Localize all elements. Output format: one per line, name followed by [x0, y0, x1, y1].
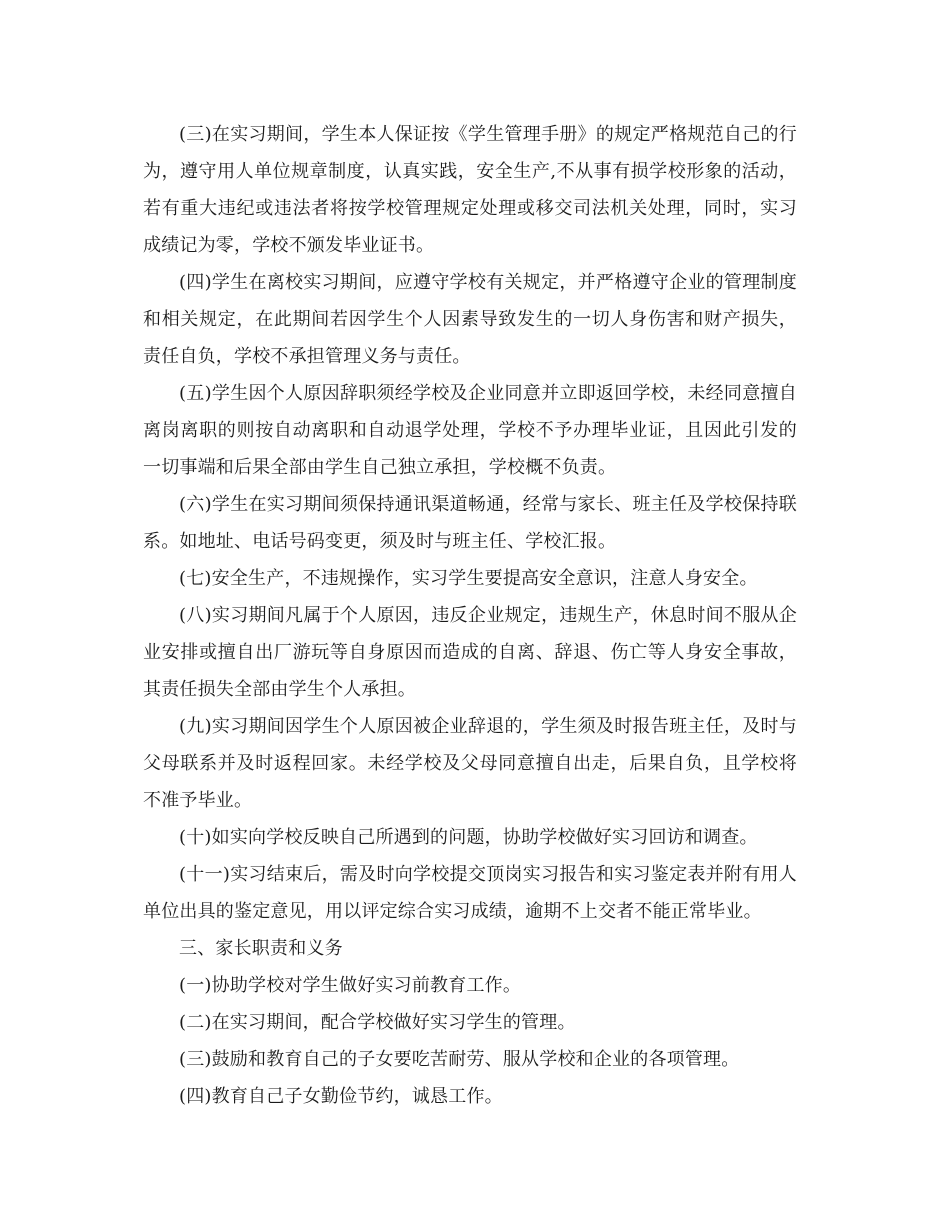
clause-paragraph: (三)鼓励和教育自己的子女要吃苦耐劳、服从学校和企业的各项管理。: [179, 1049, 740, 1070]
clause-paragraph: (十)如实向学校反映自己所遇到的问题，协助学校做好实习回访和调查。: [179, 827, 758, 848]
clause-paragraph: (九)实习期间因学生个人原因被企业辞退的，学生须及时报告班主任，及时与父母联系并及时返程回家。未经学校及父母同意擅自出走，后果自负，且学校将不准予毕业。: [143, 716, 797, 811]
clause-paragraph: (七)安全生产，不违规操作，实习学生要提高安全意识，注意人身安全。: [179, 568, 758, 589]
clause-paragraph: (四)教育自己子女勤俭节约，诚恳工作。: [179, 1086, 503, 1107]
document-body: [143, 116, 797, 1115]
clause-paragraph: (十一)实习结束后，需及时向学校提交顶岗实习报告和实习鉴定表并附有用人单位出具的鉴定意见，用以评定综合实习成绩，逾期不上交者不能正常毕业。: [143, 864, 797, 922]
clause-paragraph: (八)实习期间凡属于个人原因，违反企业规定，违规生产，休息时间不服从企业安排或擅自出厂游玩等自身原因而造成的自离、辞退、伤亡等人身安全事故，其责任损失全部由学生个人承担。: [143, 605, 797, 700]
clause-paragraph: (三)在实习期间，学生本人保证按《学生管理手册》的规定严格规范自己的行为，遵守用人单位规章制度，认真实践，安全生产,不从事有损学校形象的活动，若有重大违纪或违法者将按学校管理规定处理或移交司法机关处理，同时，实习成绩记为零，学校不颁发毕业证书。: [143, 124, 797, 256]
clause-paragraph: (二)在实习期间，配合学校做好实习学生的管理。: [179, 1012, 576, 1033]
clause-paragraph: (六)学生在实习期间须保持通讯渠道畅通，经常与家长、班主任及学校保持联系。如地址、电话号码变更，须及时与班主任、学校汇报。: [143, 494, 797, 552]
clause-paragraph: (五)学生因个人原因辞职须经学校及企业同意并立即返回学校，未经同意擅自离岗离职的则按自动离职和自动退学处理，学校不予办理毕业证，且因此引发的一切事端和后果全部由学生自己独立承担，学校概不负责。: [143, 383, 797, 478]
clause-paragraph: (四)学生在离校实习期间，应遵守学校有关规定，并严格遵守企业的管理制度和相关规定，在此期间若因学生个人因素导致发生的一切人身伤害和财产损失，责任自负，学校不承担管理义务与责任。: [143, 272, 797, 367]
section-heading: 三、家长职责和义务: [179, 938, 343, 959]
clause-paragraph: (一)协助学校对学生做好实习前教育工作。: [179, 975, 522, 996]
